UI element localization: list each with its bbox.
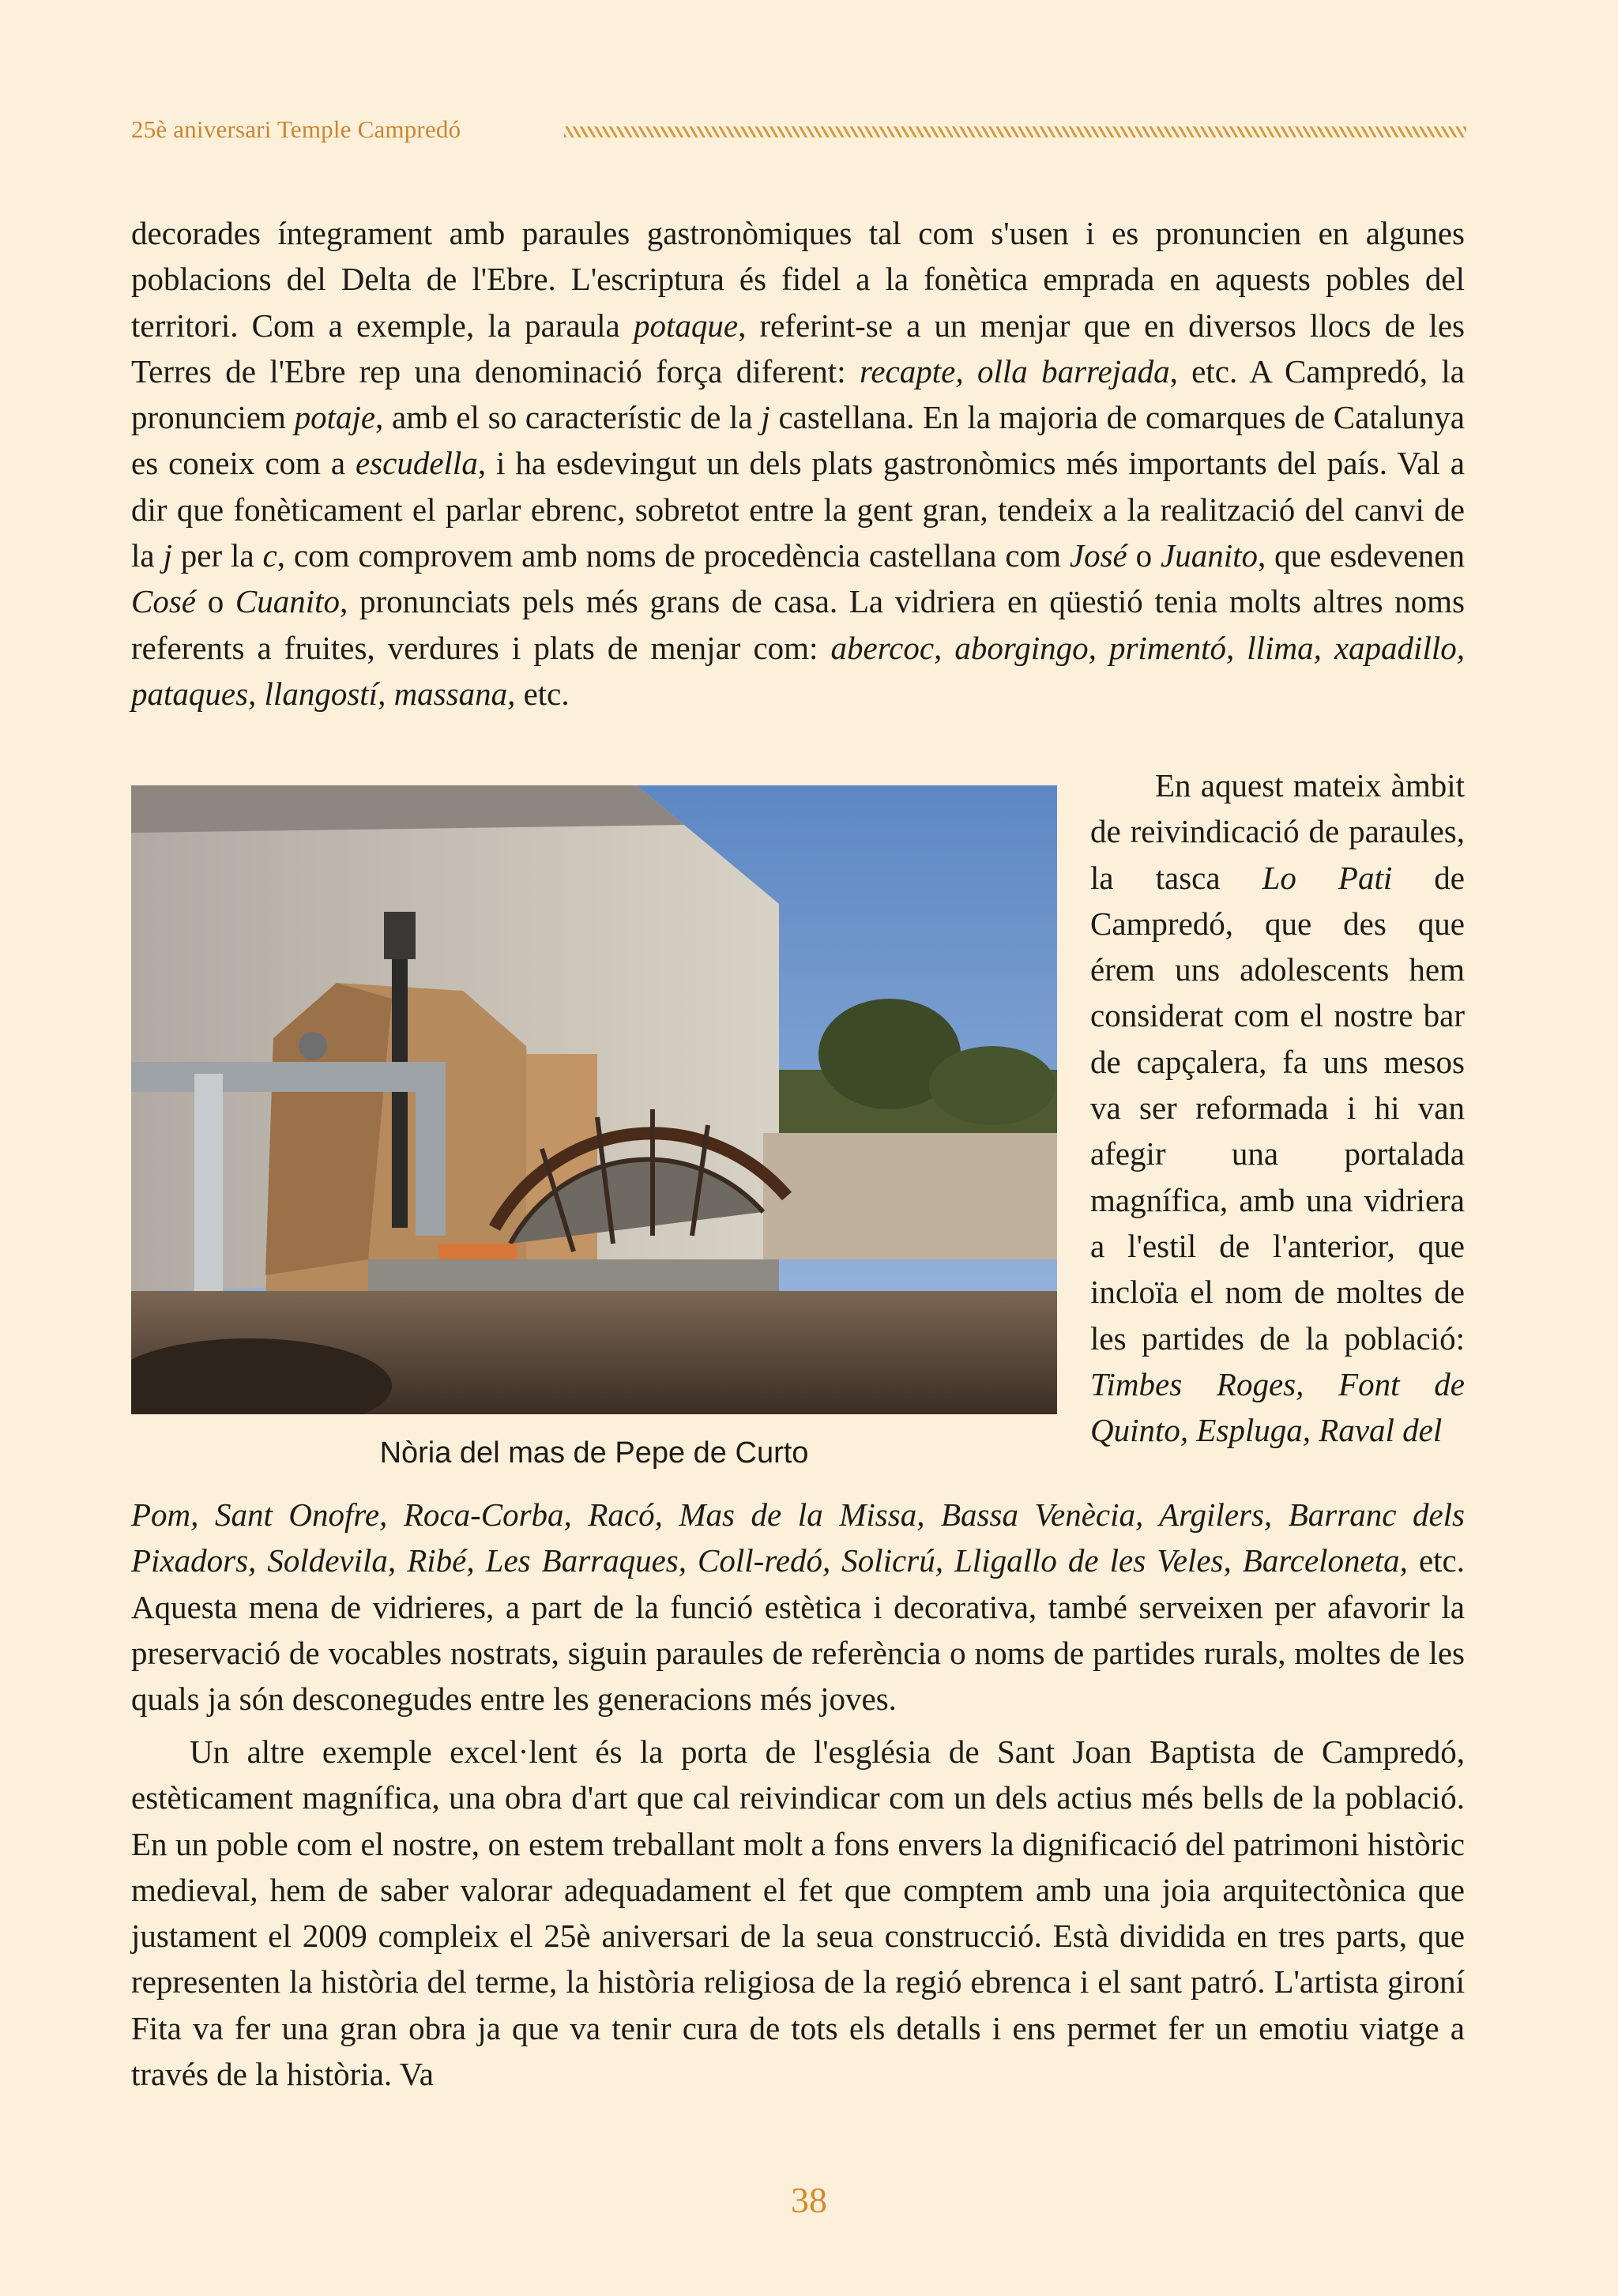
text-run: etc. Aquesta mena de vidrieres, a part de la funció estètica i decorativa, també serveixen per afavorir la preservació de vocables nostrats, siguin paraules de referència o noms de partides rurals, moltes de les quals ja són desconegudes entre les generacions més joves. (131, 1542, 1465, 1718)
text-run: de Campredó, que des que érem uns adolescents hem considerat com el nostre bar de capçalera, fa uns mesos va ser reformada i hi van afegir una portalada magnífica, amb una vidriera a l'estil de l'anterior, que incloïa el nom de moltes de les partides de la població: (1090, 859, 1465, 1357)
text-run: , i ha esdevingut un dels plats gastronòmics més importants del país. Val a dir que fonèticament el parlar ebrenc, sobretot entre la gent gran, tendeix a la realització del canvi de la (131, 445, 1465, 574)
italic-run: j (163, 537, 172, 574)
italic-run: escudella (355, 445, 478, 482)
paragraph-2 (131, 1492, 1465, 1722)
text-run: , etc. A Campredó, la pronunciem (131, 352, 1465, 436)
text-run: En aquest mateix àmbit de reivindicació de paraules, la tasca (1090, 767, 1465, 896)
italic-run: Juanito (1161, 537, 1259, 574)
paragraph-1 (131, 210, 1465, 717)
text-run: per la (171, 537, 263, 574)
text-run: , com comprovem amb noms de procedència castellana com (277, 537, 1070, 574)
text-run: , pronunciats pels més grans de casa. La vidriera en qüestió tenia molts altres noms referents a fruites, verdures i plats de menjar com: (131, 583, 1465, 666)
italic-run: j (761, 399, 770, 436)
italic-run: Cosé (131, 583, 196, 620)
running-header (131, 115, 1466, 150)
italic-run: Cuanito (235, 583, 341, 620)
italic-run: Pom, Sant Onofre, Roca-Corba, Racó, Mas de la Missa, Bassa Venècia, Argilers, Barranc dels Pixadors, Soldevila, Ribé, Les Barraques, Coll-redó, Solicrú, Lligallo de les Veles, Barceloneta, (131, 1496, 1465, 1579)
text-run: decorades íntegrament amb paraules gastronòmiques tal com s'usen i es pronuncien en algunes poblacions del Delta de l'Ebre. L'escriptura és fidel a la fonètica emprada en aquests pobles del territori. Com a exemple, la paraula (131, 215, 1465, 344)
noria-photo (131, 785, 1057, 1414)
text-run: , que esdevenen (1258, 537, 1466, 574)
italic-run: José (1069, 537, 1127, 574)
text-run: o (1127, 537, 1161, 574)
italic-run: potaque (633, 307, 739, 344)
photo-caption: Nòria del mas de Pepe de Curto (379, 1436, 809, 1470)
italic-run: potaje (294, 399, 376, 436)
text-run: castellana. En la majoria de comarques de Catalunya es coneix com a (131, 399, 1465, 482)
side-paragraph (1090, 762, 1465, 1453)
text-run: o (196, 583, 235, 620)
header-title: 25è aniversari Temple Campredó (131, 115, 461, 143)
page-number: 38 (791, 2180, 827, 2220)
text-run: etc. (515, 675, 570, 712)
paragraph-3 (131, 1729, 1465, 2097)
italic-run: Timbes Roges, Font de Quinto, Espluga, Raval del (1090, 1365, 1465, 1449)
italic-run: abercoc, aborgingo, primentó, llima, xapadillo, pataques, llangostí, massana, (131, 629, 1465, 712)
text-run: Un altre exemple excel·lent és la porta de l'església de Sant Joan Baptista de Campredó, estèticament magnífica, una obra d'art que cal reivindicar com un dels actius més bells de la població. En un poble com el nostre, on estem treballant molt a fons envers la dignificació del patrimoni històric medieval, hem de saber valorar adequadament el fet que comptem amb una joia arquitectònica que justament el 2009 compleix el 25è aniversari de la seua construcció. Està dividida en tres parts, que representen la història del terme, la història religiosa de la regió ebrenca i el sant patró. L'artista gironí Fita va fer una gran obra ja que va tenir cura de tots els detalls i ens permet fer un emotiu viatge a través de la història. Va (131, 1733, 1465, 2093)
text-run: , referint-se a un menjar que en diversos llocs de les Terres de l'Ebre rep una denominació força diferent: (131, 307, 1466, 390)
header-hatched-rule (564, 126, 1466, 137)
italic-run: c (262, 537, 277, 574)
italic-run: recapte, olla barrejada (859, 352, 1170, 390)
text-run: , amb el so característic de la (375, 399, 762, 436)
italic-run: Lo Pati (1262, 859, 1393, 896)
